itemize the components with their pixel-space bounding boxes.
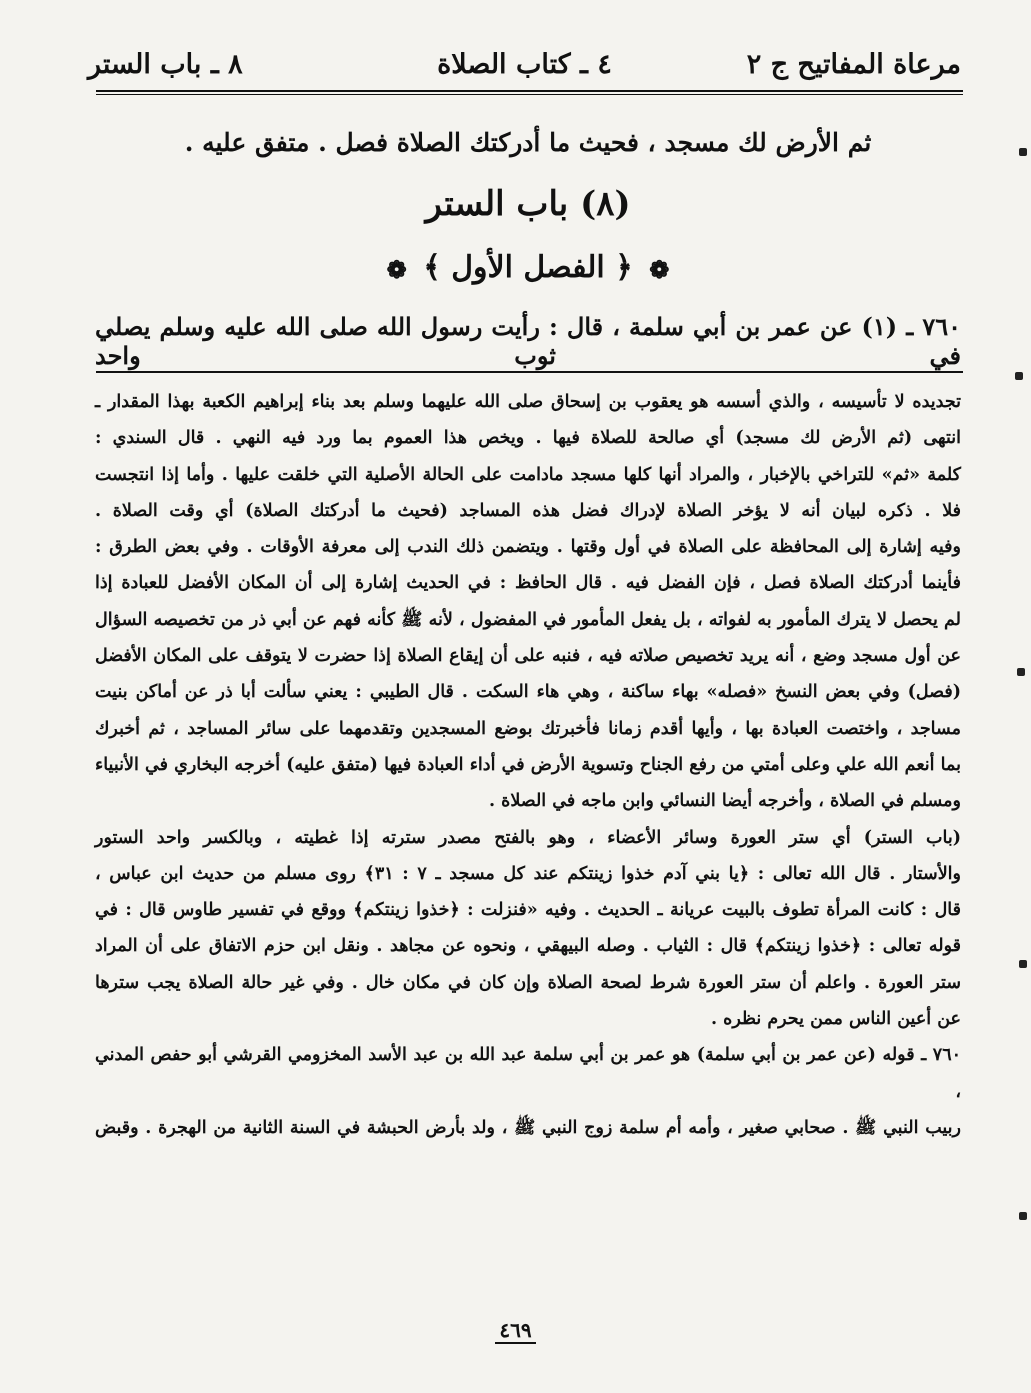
section-title: ﴿ الفصل الأول ﴾ xyxy=(423,250,633,285)
scan-mark xyxy=(1015,372,1023,380)
commentary-line: (فصل) وفي بعض النسخ «فصله» بهاء ساكنة ، وهي هاء السكت . قال الطيبي : يعني سألت أبا ذر عن أماكن بنيت xyxy=(95,682,961,703)
commentary-line: عن أول مسجد وضع ، أنه يريد تخصيص صلاته فيه ، فنبه على أن إيقاع الصلاة إذا حضرت لا يتوقف على المكان الأفضل xyxy=(95,646,961,667)
commentary-line: فأينما أدركتك الصلاة فصل ، فإن الفضل فيه . قال الحافظ : في الحديث إشارة إلى أن المكان الأفضل للعبادة إذا xyxy=(95,573,961,594)
commentary-line: قال : كانت المرأة تطوف بالبيت عريانة ـ الحديث . وفيه «فنزلت : ﴿خذوا زينتكم﴾ ووقع في تفسير طاوس قال : في xyxy=(95,900,961,921)
header-chapter: ٤ ـ كتاب الصلاة xyxy=(437,48,612,80)
scan-mark xyxy=(1019,960,1027,968)
commentary-line: والأستار . قال الله تعالى : ﴿يا بني آدم خذوا زينتكم عند كل مسجد ـ ٧ : ٣١﴾ روى مسلم من حديث ابن عباس ، xyxy=(95,863,961,884)
running-header xyxy=(88,44,961,84)
commentary-line: وفيه إشارة إلى المحافظة على الصلاة في أول وقتها . ويتضمن ذلك الندب إلى معرفة الأوقات . وفي بعض الطرق : xyxy=(95,537,961,558)
commentary-line: ستر العورة . واعلم أن ستر العورة شرط لصحة الصلاة وإن كان في مكان خال . وفي غير حالة الصلاة يجب سترها xyxy=(95,972,961,993)
commentary-line: ٧٦٠ ـ قوله (عن عمر بن أبي سلمة) هو عمر بن أبي سلمة عبد الله بن عبد الأسد المخزومي القرشي أبو حفص المدني ، xyxy=(95,1045,961,1102)
commentary-line: قوله تعالى : ﴿خذوا زينتكم﴾ قال : الثياب . وصله البيهقي ، ونحوه عن مجاهد . ونقل ابن حزم الاتفاق على أن المراد xyxy=(95,936,961,957)
header-section: ٨ ـ باب الستر xyxy=(88,48,243,80)
commentary-line: مساجد ، واختصت العبادة بها ، وأيها أقدم زمانا فأخبرتك بوضع المسجدين وتقدمهما على سائر المساجد ، ثم أخبرك xyxy=(95,718,961,739)
commentary-line: ومسلم في الصلاة ، وأخرجه أيضا النسائي وابن ماجه في الصلاة . xyxy=(488,791,961,812)
scan-mark xyxy=(1019,148,1027,156)
commentary-line: (باب الستر) أي ستر العورة وسائر الأعضاء ، وهو بالفتح مصدر سترته إذا غطيته ، وبالكسر واحد الستور xyxy=(95,827,961,848)
chapter-title: (٨) باب الستر xyxy=(425,184,631,224)
commentary-line: تجديده لا تأسيسه ، والذي أسسه هو يعقوب بن إسحاق صلى الله عليهما وسلم بعد بناء إبراهيم الكعبة بهذا المقدار ـ xyxy=(95,392,961,412)
commentary-divider xyxy=(96,371,963,373)
header-rule xyxy=(96,90,963,92)
header-rule-thin xyxy=(96,94,963,95)
ornament-right-icon: ❁ xyxy=(649,254,670,284)
commentary-line: ربيب النبي ﷺ . صحابي صغير ، وأمه أم سلمة زوج النبي ﷺ ، ولد بأرض الحبشة في السنة الثانية من الهجرة . وقبض xyxy=(95,1117,961,1138)
section-title-row xyxy=(95,250,961,285)
hadith-text: ٧٦٠ ـ (١) عن عمر بن أبي سلمة ، قال : رأيت رسول الله صلى الله عليه وسلم يصلي في ثوب واحد xyxy=(95,312,961,370)
page-number xyxy=(0,1318,1031,1342)
scan-mark xyxy=(1017,668,1025,676)
commentary-line: عن أعين الناس ممن يحرم نظره . xyxy=(710,1009,961,1030)
commentary-line: انتهى (ثم الأرض لك مسجد) أي صالحة للصلاة فيها . ويخص هذا العموم بما ورد فيه النهي . قال السندي : xyxy=(95,428,961,449)
commentary-line: فلا . ذكره لبيان أنه لا يؤخر الصلاة لإدراك فضل هذه المساجد (فحيث ما أدركتك الصلاة) أي وقت الصلاة . xyxy=(95,500,961,521)
ornament-left-icon: ❁ xyxy=(386,254,407,284)
commentary-line: لم يحصل لا يترك المأمور به لفواته ، بل يفعل المأمور في المفضول ، لأنه ﷺ كأنه فهم عن أبي ذر من تخصيصه السؤال xyxy=(95,609,961,630)
page-number-text: ٤٦٩ xyxy=(495,1318,535,1344)
scan-mark xyxy=(1019,1212,1027,1220)
header-book-title: مرعاة المفاتيح ج ٢ xyxy=(746,48,961,80)
main-text-line: ثم الأرض لك مسجد ، فحيث ما أدركتك الصلاة فصل . متفق عليه . xyxy=(184,128,872,157)
commentary-block xyxy=(95,384,961,1146)
commentary-line: كلمة «ثم» للتراخي بالإخبار ، والمراد أنها كلها مسجد مادامت على الحالة الأصلية التي خلقت عليها . وأما إذا انتجست xyxy=(95,464,961,485)
commentary-line: بما أنعم الله علي وعلى أمتي من رفع الجناح وتسوية الأرض في أداء العبادة فيها (متفق عليه) أخرجه البخاري في الأنبياء xyxy=(95,754,961,775)
